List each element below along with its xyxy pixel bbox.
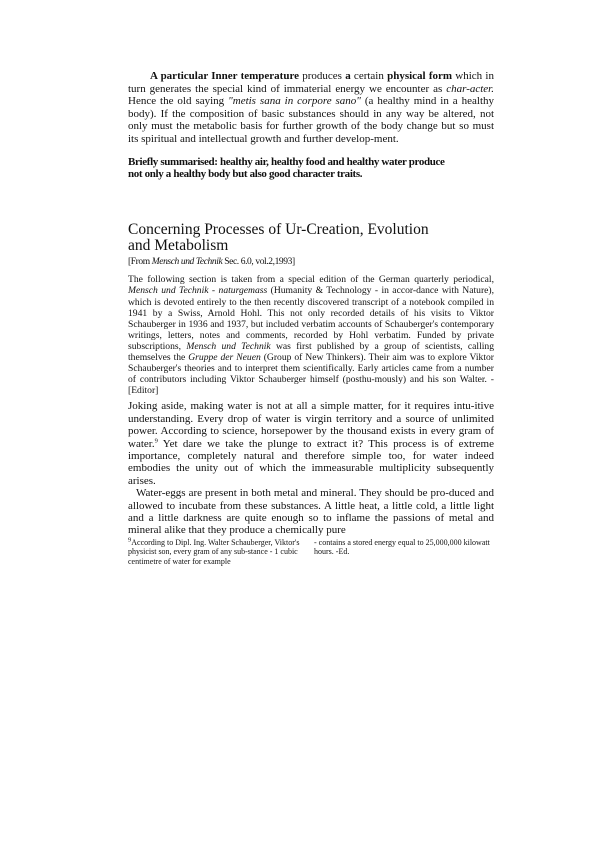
- intro-paragraph: A particular Inner temperature produces a certain physical form which in turn generates the special kind of immaterial energy we encounter as char-acter. Hence the old saying "metis sana in corpore sano" (a healthy mind in a healthy body). If the composition of basic substances should in any way be altered, not only must the metabolic basis for further growth of the body change but so must its spiritual and intellectual growth and further develop-ment.: [128, 70, 494, 145]
- page: [128, 70, 494, 566]
- editor-note: The following section is taken from a special edition of the German quarterly periodical, Mensch und Technik - naturgemass (Humanity & Technology - in accor-dance with Nature), which is devoted entirely to the then recently discovered transcript of a notebook compiled in 1941 by a Swiss, Arnold Hohl. This not only recorded details of his visits to Viktor Schauberger in 1936 and 1937, but included verbatim accounts of Schauberger's contemporary writings, letters, notes and comments, recorded by Hohl verbatim. Funded by private subscriptions, Mensch und Technik was first published by a group of scientists, calling themselves the Gruppe der Neuen (Group of New Thinkers). Their aim was to explore Viktor Schauberger's theories and to interpret them scientifically. Early articles came from a number of contributors including Viktor Schauberger himself (posthu-mously) and his son Walter. - [Editor]: [128, 274, 495, 397]
- bold-phrase: A particular Inner temperature: [150, 70, 300, 82]
- bold-phrase-2: physical form: [387, 70, 453, 82]
- source-citation: [From Mensch und Technik Sec. 6.0, vol.2,1993]: [128, 257, 295, 268]
- body-paragraph-2: Water-eggs are present in both metal and mineral. They should be pro-duced and allowed to incubate from these substances. A little heat, a little cold, a little light and a little darkness are quite enough so to inflame the passions of metal and mineral alike that they produce a chemically pure: [128, 487, 494, 537]
- section-heading: Concerning Processes of Ur-Creation, Evolution and Metabolism: [128, 221, 429, 255]
- body-paragraph-1: Joking aside, making water is not at all a simple matter, for it requires intu-itive understanding. Every drop of water is virgin territory and a source of unlimited power. According to science, horsepower by the thousand exists in every gram of water.$^9$ Yet dare we take the plunge to extract it? This process is of extreme importance, completely natural and therefore simple too, for water indeed embodies the unity out of which the immeasurable multiplicity subsequently arises.: [128, 400, 494, 487]
- footnote-ref: 9: [154, 436, 158, 444]
- latin-quote: "metis sana in corpore sano": [228, 95, 361, 108]
- summary: Briefly summarised: healthy air, healthy food and healthy water produce not only a healthy body but also good character traits.: [128, 155, 445, 180]
- footnote: $^9$According to Dipl. Ing. Walter Schauberger, Viktor's physicist son, every gram of any sub-stance - 1 cubic centimetre of water for example - contains a stored energy equal to 25,000,000 kilowatt hours. -Ed.: [128, 536, 490, 566]
